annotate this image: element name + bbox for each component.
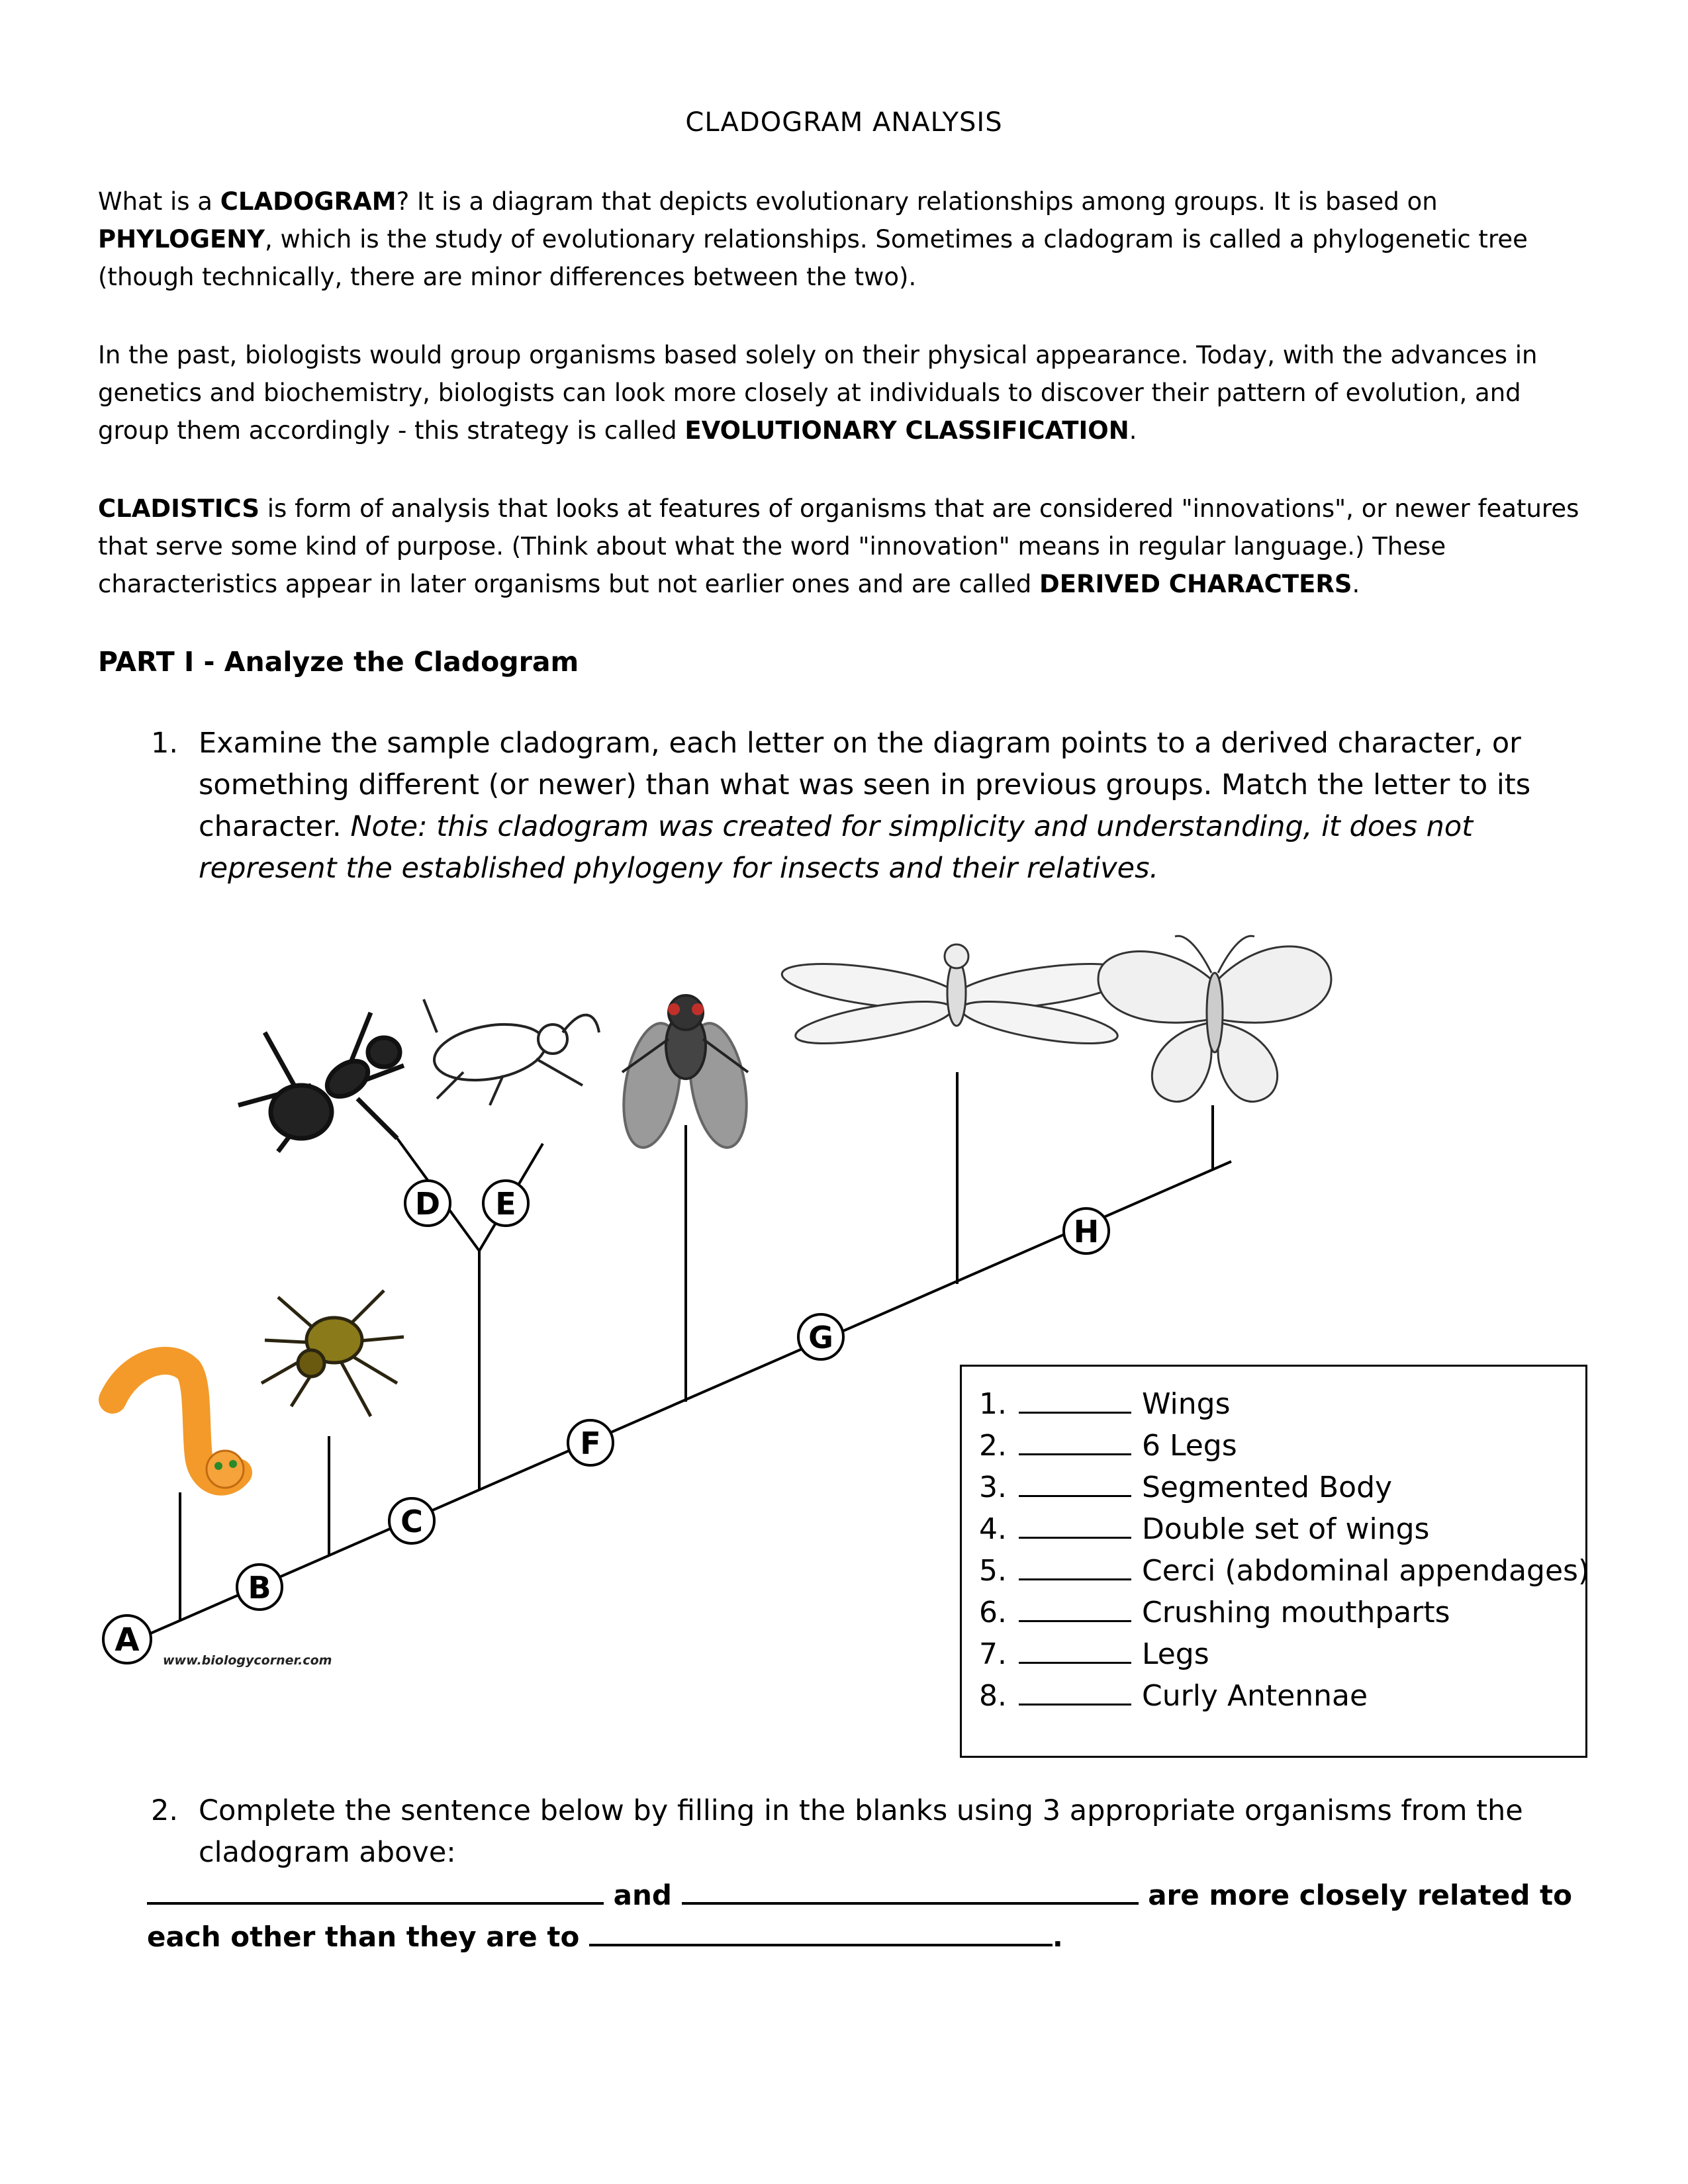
fill-in-sentence: and are more closely related to each other than they are to . [147,1874,1577,1958]
question-number: 2. [151,1794,179,1827]
organism-blank-3[interactable] [589,1916,1053,1946]
letter-marker-h [1064,1208,1109,1253]
svg-text:B: B [248,1570,271,1606]
question-2 [151,1790,1574,1876]
svg-text:A: A [115,1621,140,1659]
answer-blank[interactable] [1019,1385,1131,1414]
letter-marker-a [103,1615,151,1663]
question-1-text: Examine the sample cladogram, each letter on the diagram points to a derived character, or something different (or newer) than what was seen in previous groups. Match the letter to its character. Note: this cladogram was created for simplicity and understanding, it does not represent the established phylogeny for insects and their relatives. [199,727,1531,885]
part-heading: PART I - Analyze the Cladogram [98,646,579,678]
answer-blank[interactable] [1019,1677,1131,1706]
dragonfly-icon [779,944,1133,1052]
answer-row[interactable]: 2. 6 Legs [979,1427,1237,1465]
aphid-icon [424,999,599,1105]
page-title: CLADOGRAM ANALYSIS [685,107,1003,138]
answer-row[interactable]: 7. Legs [979,1635,1209,1673]
answer-row[interactable]: 4. Double set of wings [979,1510,1429,1548]
answer-blank[interactable] [1019,1469,1131,1497]
svg-text:G: G [808,1320,833,1355]
letter-marker-d [405,1181,450,1226]
svg-text:H: H [1073,1214,1100,1250]
svg-text:C: C [400,1504,423,1539]
answer-box [960,1365,1590,1758]
intro-paragraph-cladistics: CLADISTICS is form of analysis that looks at features of organisms that are considered "innovations", or newer features that serve some kind of purpose. (Think about what the word "innovation" means in regular language.) These characteristics appear in later organisms but not earlier ones and are called DERIVED CHARACTERS. [98,494,1579,598]
answer-blank[interactable] [1019,1635,1131,1664]
butterfly-icon [1098,936,1331,1101]
answer-row[interactable]: 1. Wings [979,1385,1231,1423]
answer-row[interactable]: 3. Segmented Body [979,1469,1392,1506]
answer-row[interactable]: 6. Crushing mouthparts [979,1594,1450,1631]
letter-marker-f [568,1420,613,1465]
answer-blank[interactable] [1019,1552,1131,1580]
answer-row[interactable]: 8. Curly Antennae [979,1677,1368,1715]
letter-marker-g [798,1314,843,1359]
organism-blank-1[interactable] [147,1874,604,1905]
question-number: 1. [151,727,179,760]
question-2-text: Complete the sentence below by filling in the blanks using 3 appropriate organisms from the cladogram above: [199,1794,1523,1869]
source-credit: www.biologycorner.com [163,1653,332,1668]
ant-icon [238,1013,404,1152]
letter-marker-c [389,1498,434,1543]
svg-text:F: F [580,1426,601,1461]
spider-icon [261,1291,404,1416]
caterpillar-icon [113,1361,244,1488]
intro-paragraph-cladogram: What is a CLADOGRAM? It is a diagram that depicts evolutionary relationships among groups. It is based on PHYLOGENY, which is the study of evolutionary relationships. Sometimes a cladogram is called a phylogenetic tree (though technically, there are minor differences between the two). [98,187,1528,291]
svg-text:E: E [495,1186,516,1222]
letter-marker-b [237,1565,282,1610]
answer-blank[interactable] [1019,1510,1131,1539]
answer-blank[interactable] [1019,1427,1131,1455]
intro-paragraph-classification: In the past, biologists would group organisms based solely on their physical appearance. Today, with the advances in genetics and biochemistry, biologists can look more closely at individuals to discover their pattern of evolution, and group them accordingly - this strategy is called EVOLUTIONARY CLASSIFICATION. [98,341,1538,445]
svg-text:D: D [414,1186,441,1222]
answer-row[interactable]: 5. Cerci (abdominal appendages) [979,1552,1589,1590]
letter-marker-e [483,1181,528,1226]
answer-blank[interactable] [1019,1594,1131,1622]
organism-blank-2[interactable] [682,1874,1139,1905]
